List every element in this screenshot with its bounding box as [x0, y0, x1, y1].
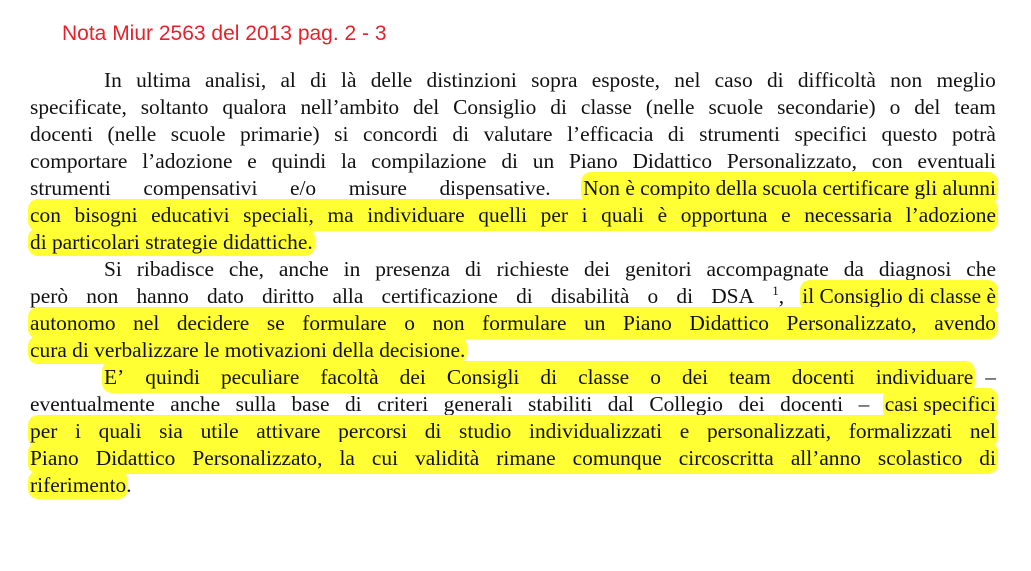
- word: soltanto: [140, 95, 209, 119]
- word: Didattico: [95, 446, 176, 470]
- word: questo: [881, 122, 938, 146]
- word: di: [667, 122, 685, 146]
- word: ribadisce: [136, 257, 214, 281]
- word: di: [464, 257, 482, 281]
- word: classe: [580, 95, 632, 119]
- word: compensativi: [143, 176, 258, 200]
- word: quindi: [271, 149, 327, 173]
- word: primarie): [240, 122, 320, 146]
- word: di: [424, 419, 442, 443]
- word: classe: [578, 365, 630, 389]
- word: non: [432, 311, 465, 335]
- word: delle: [370, 68, 413, 92]
- highlight-council-autonomous: il Consiglio di classe è: [802, 284, 996, 308]
- word: rimane: [496, 446, 556, 470]
- highlight-not-task-of-school: Non è compito della scuola certificare gli alunni: [583, 176, 996, 200]
- word: potrà: [951, 122, 996, 146]
- word: Consiglio: [453, 95, 537, 119]
- paragraph-3-line-5: riferimento.: [30, 473, 132, 497]
- word: scolastico: [877, 446, 963, 470]
- word: sia: [159, 419, 183, 443]
- word: da: [843, 257, 864, 281]
- word: e/o: [290, 176, 317, 200]
- word: Piano: [30, 446, 79, 470]
- paragraph-3-line-3-highlighted: [30, 417, 996, 445]
- word: richieste: [496, 257, 570, 281]
- highlight-reference: riferimento: [30, 473, 127, 497]
- word: i: [75, 419, 81, 443]
- word: comunque: [572, 446, 662, 470]
- word: la: [341, 149, 357, 173]
- word: (nelle: [645, 95, 695, 119]
- word: di: [676, 284, 694, 308]
- word: l’adozione: [142, 149, 233, 173]
- highlight-record-motivations: cura di verbalizzare le motivazioni della decisione.: [30, 338, 466, 362]
- word: docenti: [780, 392, 844, 416]
- paragraph-2-line-2: [30, 282, 996, 310]
- footnote-marker: 1: [772, 283, 779, 298]
- word: nel: [674, 68, 701, 92]
- word: l’efficacia: [567, 122, 654, 146]
- word: Personalizzato,: [786, 311, 917, 335]
- word: o: [647, 284, 659, 308]
- word: Piano: [568, 149, 618, 173]
- word: attivare: [256, 419, 321, 443]
- word: strumenti: [30, 176, 111, 200]
- word: diritto: [261, 284, 315, 308]
- word: diagnosi: [878, 257, 952, 281]
- word: presenza: [375, 257, 451, 281]
- highlight-peculiar-faculty: [104, 363, 973, 391]
- word: se: [266, 311, 285, 335]
- word: che,: [228, 257, 264, 281]
- word: Didattico: [632, 149, 713, 173]
- word: dei: [681, 365, 709, 389]
- word: speciali,: [243, 203, 314, 227]
- word: per: [30, 419, 58, 443]
- word: studio: [459, 419, 512, 443]
- slide-title: Nota Miur 2563 del 2013 pag. 2 - 3: [62, 22, 387, 45]
- word: anche: [170, 392, 221, 416]
- word: quindi: [145, 365, 200, 389]
- word: Piano: [623, 311, 672, 335]
- word: anche: [278, 257, 329, 281]
- word: Collegio: [649, 392, 724, 416]
- word: DSA: [711, 284, 755, 308]
- word: team: [729, 365, 771, 389]
- word: è: [657, 203, 668, 227]
- word: dei: [399, 365, 426, 389]
- paragraph-3-line-4-highlighted: [30, 444, 996, 472]
- word: dal: [607, 392, 634, 416]
- word: docenti: [791, 365, 855, 389]
- word: ma: [327, 203, 354, 227]
- word: stabiliti: [528, 392, 593, 416]
- paragraph-2-line-4: [30, 336, 465, 364]
- paragraph-2-line-1: [104, 255, 996, 283]
- word: formulare: [302, 311, 387, 335]
- word: nell’ambito: [300, 95, 400, 119]
- word: base: [291, 392, 330, 416]
- word: sopra: [531, 68, 578, 92]
- word: un: [532, 149, 555, 173]
- word: si: [334, 122, 349, 146]
- word: alla: [332, 284, 364, 308]
- word: di: [540, 365, 558, 389]
- word: strumenti: [699, 122, 780, 146]
- word: dato: [206, 284, 244, 308]
- word: un: [584, 311, 606, 335]
- paragraph-1-line-2: [30, 93, 996, 121]
- word: di: [310, 68, 327, 92]
- word: eventualmente: [30, 392, 155, 416]
- word: genitori: [625, 257, 692, 281]
- word: scuole: [170, 122, 226, 146]
- word: per: [540, 203, 568, 227]
- word: individuare: [367, 203, 465, 227]
- word: o: [650, 365, 661, 389]
- word: cui: [371, 446, 399, 470]
- word: necessaria: [804, 203, 893, 227]
- word: percorsi: [338, 419, 408, 443]
- word: compilazione: [371, 149, 487, 173]
- word: team: [954, 95, 996, 119]
- word: misure: [348, 176, 407, 200]
- word: o: [889, 95, 901, 119]
- word: decidere: [176, 311, 250, 335]
- word: di: [516, 284, 533, 308]
- word: Personalizzato,: [726, 149, 857, 173]
- word: di: [550, 95, 567, 119]
- word: Consigli: [446, 365, 520, 389]
- word: di: [344, 392, 362, 416]
- word: e: [247, 149, 257, 173]
- word: in: [343, 257, 361, 281]
- word: e: [679, 419, 690, 443]
- word: secondarie): [777, 95, 876, 119]
- word: comportare: [30, 149, 128, 173]
- paragraph-1-line-1: [104, 66, 996, 94]
- word: individualizzati: [529, 419, 663, 443]
- word: Didattico: [689, 311, 769, 335]
- word: validità: [415, 446, 480, 470]
- footnote-reference: $^1$,: [772, 283, 785, 308]
- word: disabilità: [550, 284, 630, 308]
- word: con: [871, 149, 903, 173]
- paragraph-3-line-2: [30, 390, 996, 418]
- word: nel: [969, 419, 996, 443]
- word: di: [452, 122, 470, 146]
- word: formalizzati: [848, 419, 953, 443]
- word: personalizzati,: [706, 419, 832, 443]
- word: criteri: [377, 392, 429, 416]
- word: non: [86, 284, 119, 308]
- word: concordi: [363, 122, 438, 146]
- word: –: [858, 392, 870, 416]
- word: certificazione: [381, 284, 498, 308]
- word: scuole: [708, 95, 764, 119]
- word: di: [501, 149, 518, 173]
- word: hanno: [136, 284, 189, 308]
- word: del: [914, 95, 941, 119]
- word: di: [979, 446, 996, 470]
- word: i: [581, 203, 588, 227]
- word: avendo: [934, 311, 996, 335]
- word: di: [766, 68, 784, 92]
- paragraph-1-line-6-highlighted: [30, 201, 996, 229]
- word: e: [781, 203, 791, 227]
- word: individuare: [875, 365, 974, 389]
- word: peculiare: [220, 365, 300, 389]
- word: E’: [104, 365, 125, 389]
- word: esposte,: [591, 68, 661, 92]
- word: dei: [583, 257, 611, 281]
- word: valutare: [483, 122, 553, 146]
- word: sulla: [235, 392, 276, 416]
- word: docenti: [30, 122, 93, 146]
- word: specificate,: [30, 95, 127, 119]
- word: quali: [601, 203, 644, 227]
- word: con: [30, 203, 61, 227]
- word: circoscritta: [678, 446, 774, 470]
- paragraph-1-line-5: [30, 174, 996, 202]
- word: la: [339, 446, 355, 470]
- word: distinzioni: [426, 68, 517, 92]
- word: del: [413, 95, 440, 119]
- word: o: [404, 311, 415, 335]
- word: quali: [98, 419, 142, 443]
- word: analisi,: [205, 68, 267, 92]
- word: Si: [104, 257, 122, 281]
- paragraph-2-line-3-highlighted: [30, 309, 996, 337]
- word: bisogni: [74, 203, 138, 227]
- highlight-specific-cases: casi specifici: [884, 392, 996, 416]
- word: generali: [443, 392, 513, 416]
- word: nel: [133, 311, 160, 335]
- paragraph-1-line-4: [30, 147, 996, 175]
- paragraph-1-line-7: [30, 228, 313, 256]
- word: difficoltà: [797, 68, 876, 92]
- word: all’anno: [790, 446, 861, 470]
- word: dispensative.: [439, 176, 551, 200]
- word: meglio: [936, 68, 996, 92]
- word: caso: [714, 68, 753, 92]
- word: specifici: [794, 122, 867, 146]
- word: quelli: [478, 203, 528, 227]
- word: autonomo: [30, 311, 116, 335]
- word: In: [104, 68, 122, 92]
- word: facoltà: [320, 365, 379, 389]
- paragraph-1-line-3: [30, 120, 996, 148]
- word: utile: [200, 419, 239, 443]
- word: qualora: [222, 95, 287, 119]
- word: però: [30, 284, 69, 308]
- word: dei: [738, 392, 765, 416]
- word: là: [341, 68, 357, 92]
- word: educativi: [151, 203, 230, 227]
- word: opportuna: [680, 203, 768, 227]
- word: formulare: [482, 311, 567, 335]
- word: non: [890, 68, 923, 92]
- word: al: [280, 68, 296, 92]
- word: l’adozione: [905, 203, 996, 227]
- word: che: [966, 257, 996, 281]
- highlight-particular-strategies: di particolari strategie didattiche.: [30, 230, 313, 254]
- word: eventuali: [917, 149, 996, 173]
- word: accompagnate: [706, 257, 829, 281]
- paragraph-3-line-1: E’ quindi peculiare facoltà dei Consigli di classe o dei team docenti individuare –: [104, 365, 996, 389]
- word: Personalizzato,: [192, 446, 323, 470]
- word: ultima: [136, 68, 191, 92]
- word: (nelle: [107, 122, 157, 146]
